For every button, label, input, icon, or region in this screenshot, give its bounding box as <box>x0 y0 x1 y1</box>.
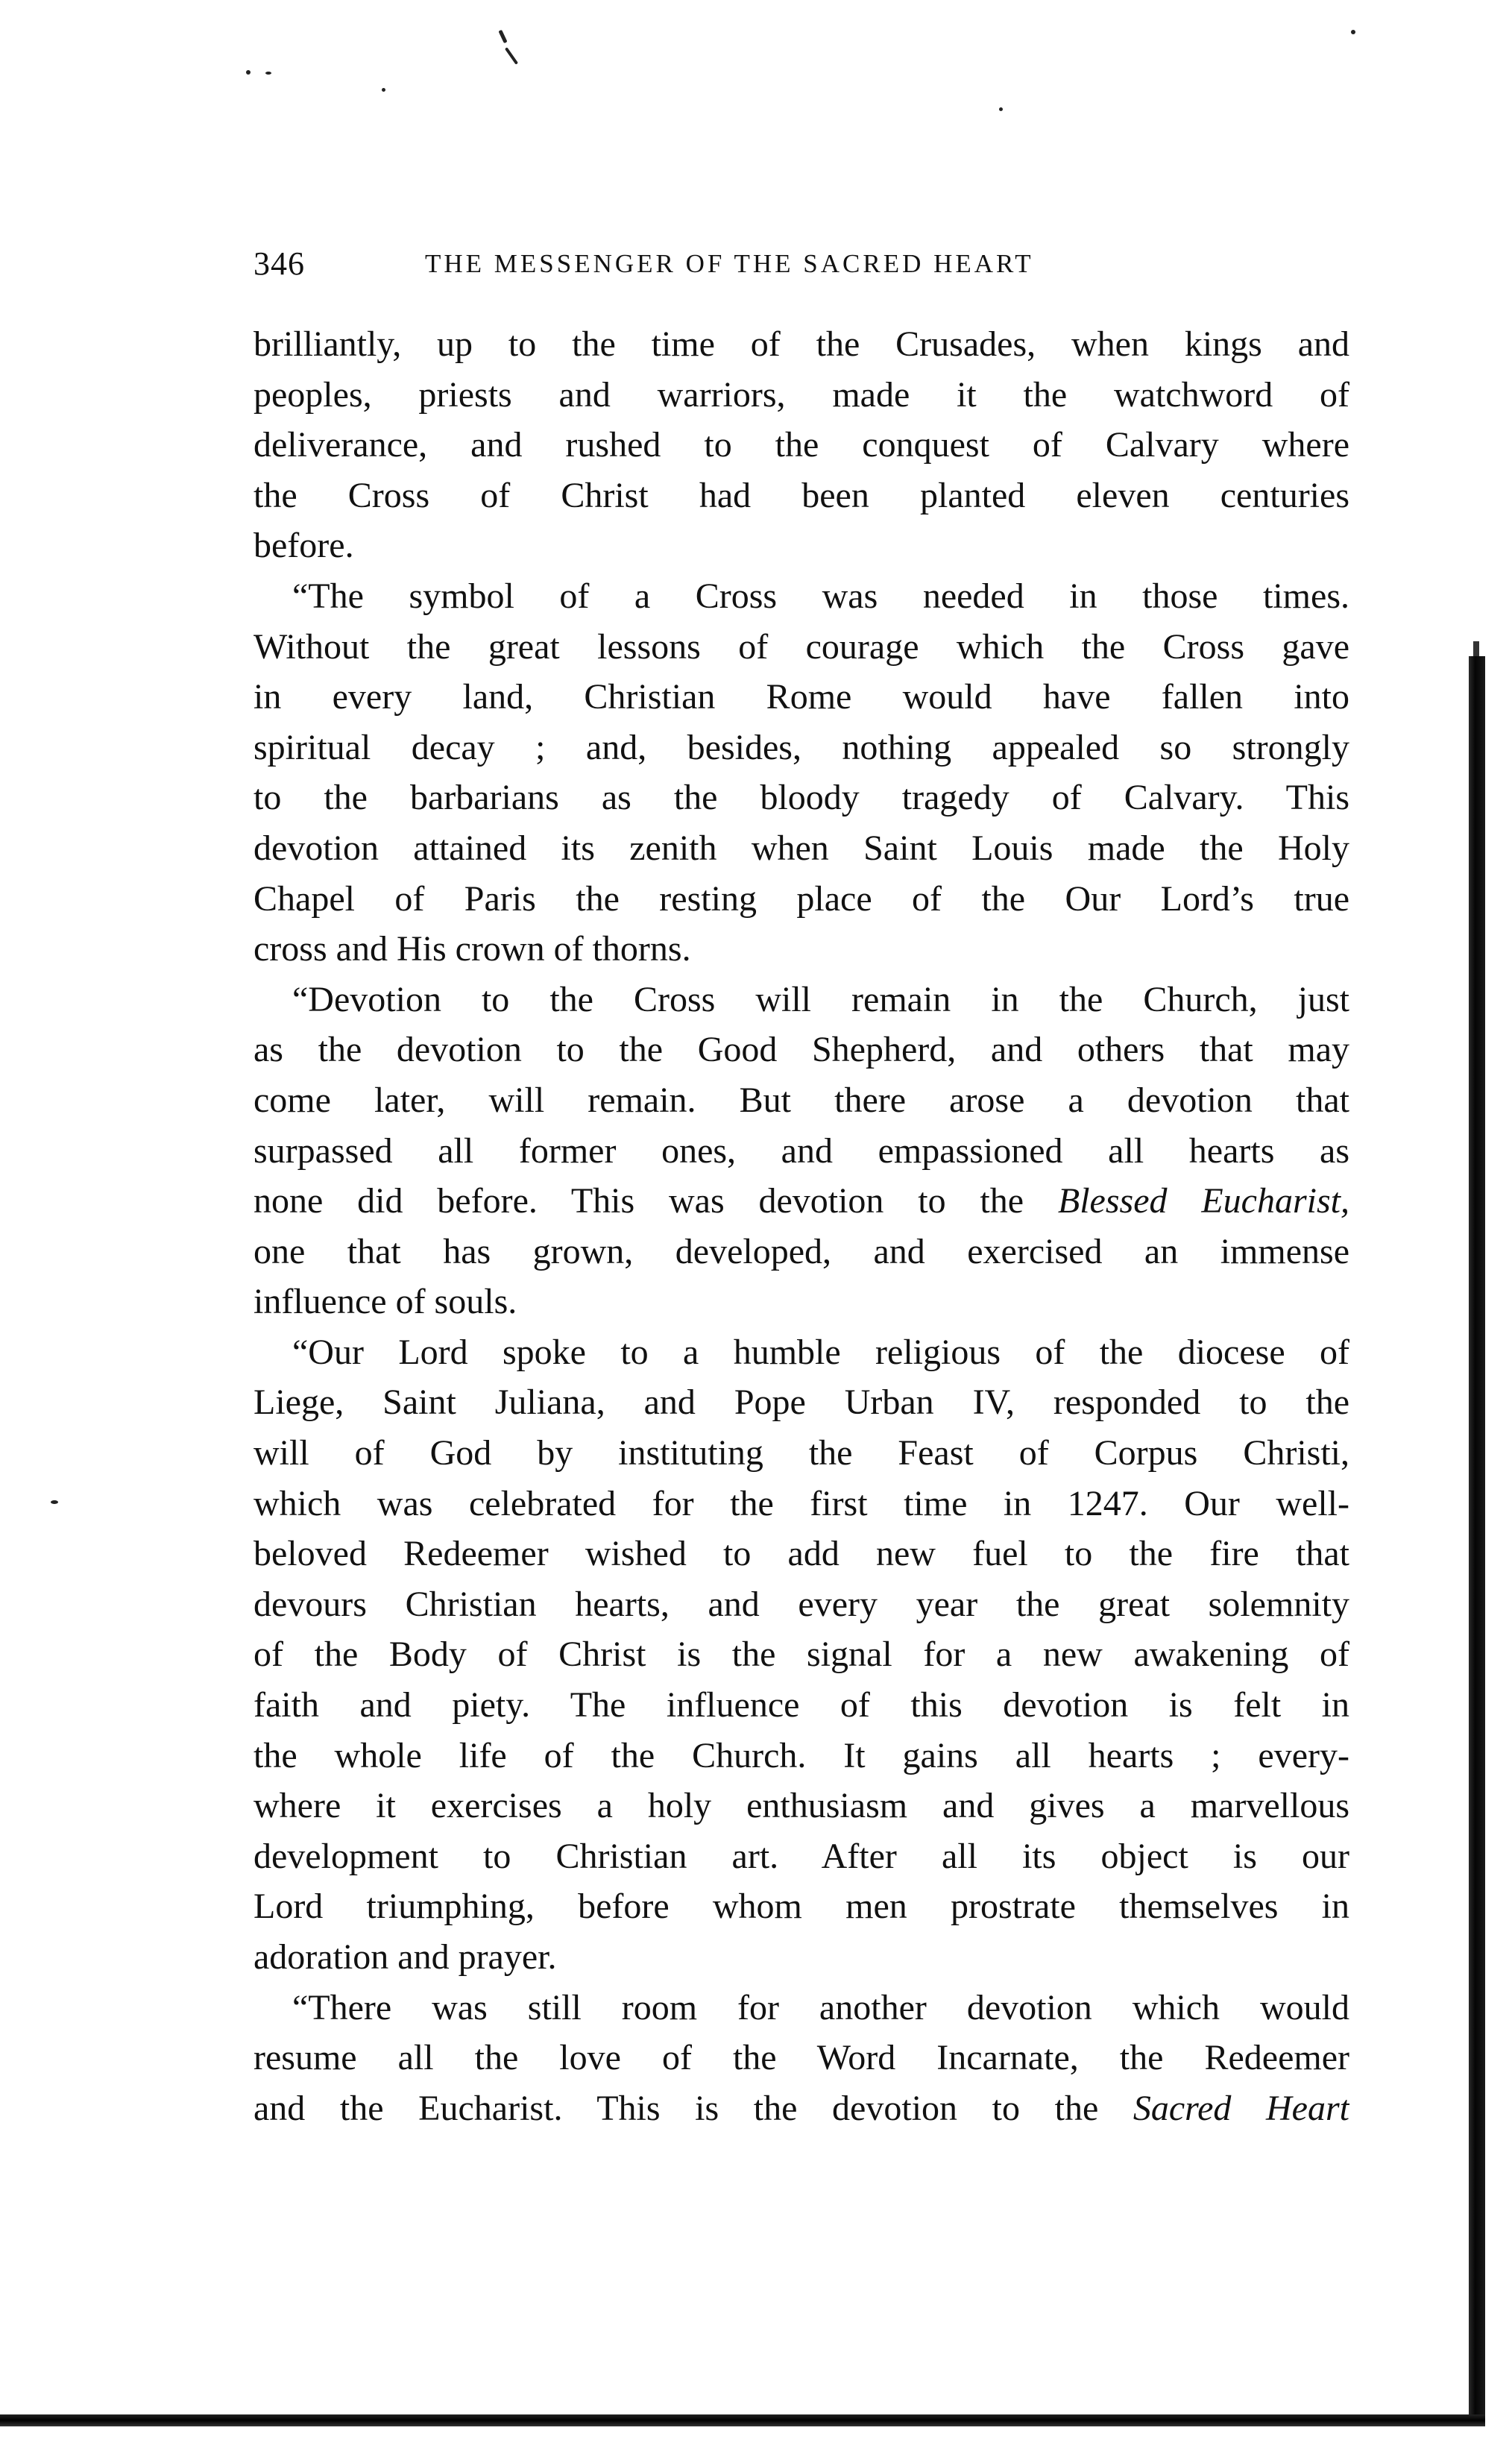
page-header <box>253 245 1215 289</box>
text-line: “The symbol of a Cross was needed in those times. <box>292 576 1349 616</box>
text-line: cross and His crown of thorns. <box>253 929 691 969</box>
text-line: the whole life of the Church. It gains all hearts ; every- <box>253 1735 1349 1775</box>
scan-right-edge <box>1469 656 1485 2416</box>
italic-phrase: Blessed Eucharist, <box>1057 1181 1349 1221</box>
page-number: 346 <box>253 245 305 282</box>
paragraph-3 <box>253 975 1349 1327</box>
text-line: spiritual decay ; and, besides, nothing appealed so strongly <box>253 727 1349 767</box>
text-line: influence of souls. <box>253 1282 517 1322</box>
text-run: none did before. This was devotion to the <box>253 1181 1058 1221</box>
text-line: to the barbarians as the bloody tragedy of Calvary. This <box>253 778 1349 818</box>
italic-phrase: Sacred Heart <box>1133 2088 1349 2128</box>
text-line: in every land, Christian Rome would have fallen into <box>253 677 1349 717</box>
scan-speck <box>1351 30 1355 34</box>
text-line: Chapel of Paris the resting place of the Our Lord’s true <box>253 878 1349 919</box>
text-line: peoples, priests and warriors, made it the watchword of <box>253 374 1349 415</box>
scan-speck <box>246 70 251 75</box>
text-line: devotion attained its zenith when Saint Louis made the Holy <box>253 828 1349 868</box>
text-line: faith and piety. The influence of this devotion is felt in <box>253 1685 1349 1725</box>
text-line: deliverance, and rushed to the conquest of Calvary where <box>253 425 1349 465</box>
paragraph-4 <box>253 1327 1349 1983</box>
text-line: adoration and prayer. <box>253 1937 557 1977</box>
text-line: Liege, Saint Juliana, and Pope Urban IV, responded to the <box>253 1382 1349 1423</box>
paragraph-1 <box>253 319 1349 571</box>
text-line: the Cross of Christ had been planted eleven centuries <box>253 475 1349 515</box>
scan-speck <box>382 88 385 92</box>
text-line: before. <box>253 526 354 566</box>
scan-bottom-edge <box>0 2414 1485 2426</box>
text-line: one that has grown, developed, and exercised an immense <box>253 1231 1349 1271</box>
paragraph-5 <box>253 1983 1349 2134</box>
scan-speck <box>498 30 507 43</box>
text-line: Lord triumphing, before whom men prostrate themselves in <box>253 1887 1349 1927</box>
text-line: of the Body of Christ is the signal for a new awakening of <box>253 1634 1349 1675</box>
text-line: resume all the love of the Word Incarnate, the Redeemer <box>253 2038 1349 2078</box>
text-run: and the Eucharist. This is the devotion to the <box>253 2088 1133 2128</box>
text-line: “Devotion to the Cross will remain in the Church, just <box>292 979 1349 1019</box>
paragraph-2 <box>253 571 1349 975</box>
text-line <box>253 2083 1349 2134</box>
text-line: where it exercises a holy enthusiasm and gives a marvellous <box>253 1786 1349 1826</box>
text-line: development to Christian art. After all its object is our <box>253 1836 1349 1876</box>
scan-speck <box>51 1500 58 1504</box>
body-text <box>253 319 1349 2133</box>
text-line: devours Christian hearts, and every year the great solemnity <box>253 1584 1349 1624</box>
text-line: surpassed all former ones, and empassioned all hearts as <box>253 1130 1349 1171</box>
text-line: which was celebrated for the first time in 1247. Our well- <box>253 1483 1349 1523</box>
text-line: will of God by instituting the Feast of Corpus Christi, <box>253 1433 1349 1473</box>
text-line: “There was still room for another devotion which would <box>292 1987 1349 2027</box>
text-line: brilliantly, up to the time of the Crusades, when kings and <box>253 324 1349 364</box>
running-title: THE MESSENGER OF THE SACRED HEART <box>425 249 1034 278</box>
text-line: as the devotion to the Good Shepherd, and others that may <box>253 1030 1349 1070</box>
text-line: Without the great lessons of courage which the Cross gave <box>253 626 1349 667</box>
text-line <box>253 1176 1349 1227</box>
text-line: come later, will remain. But there arose a devotion that <box>253 1080 1349 1120</box>
text-line: “Our Lord spoke to a humble religious of the diocese of <box>292 1332 1349 1372</box>
scan-speck <box>265 72 271 75</box>
scan-speck <box>505 47 518 65</box>
text-line: beloved Redeemer wished to add new fuel to the fire that <box>253 1534 1349 1574</box>
scan-speck <box>999 107 1003 111</box>
